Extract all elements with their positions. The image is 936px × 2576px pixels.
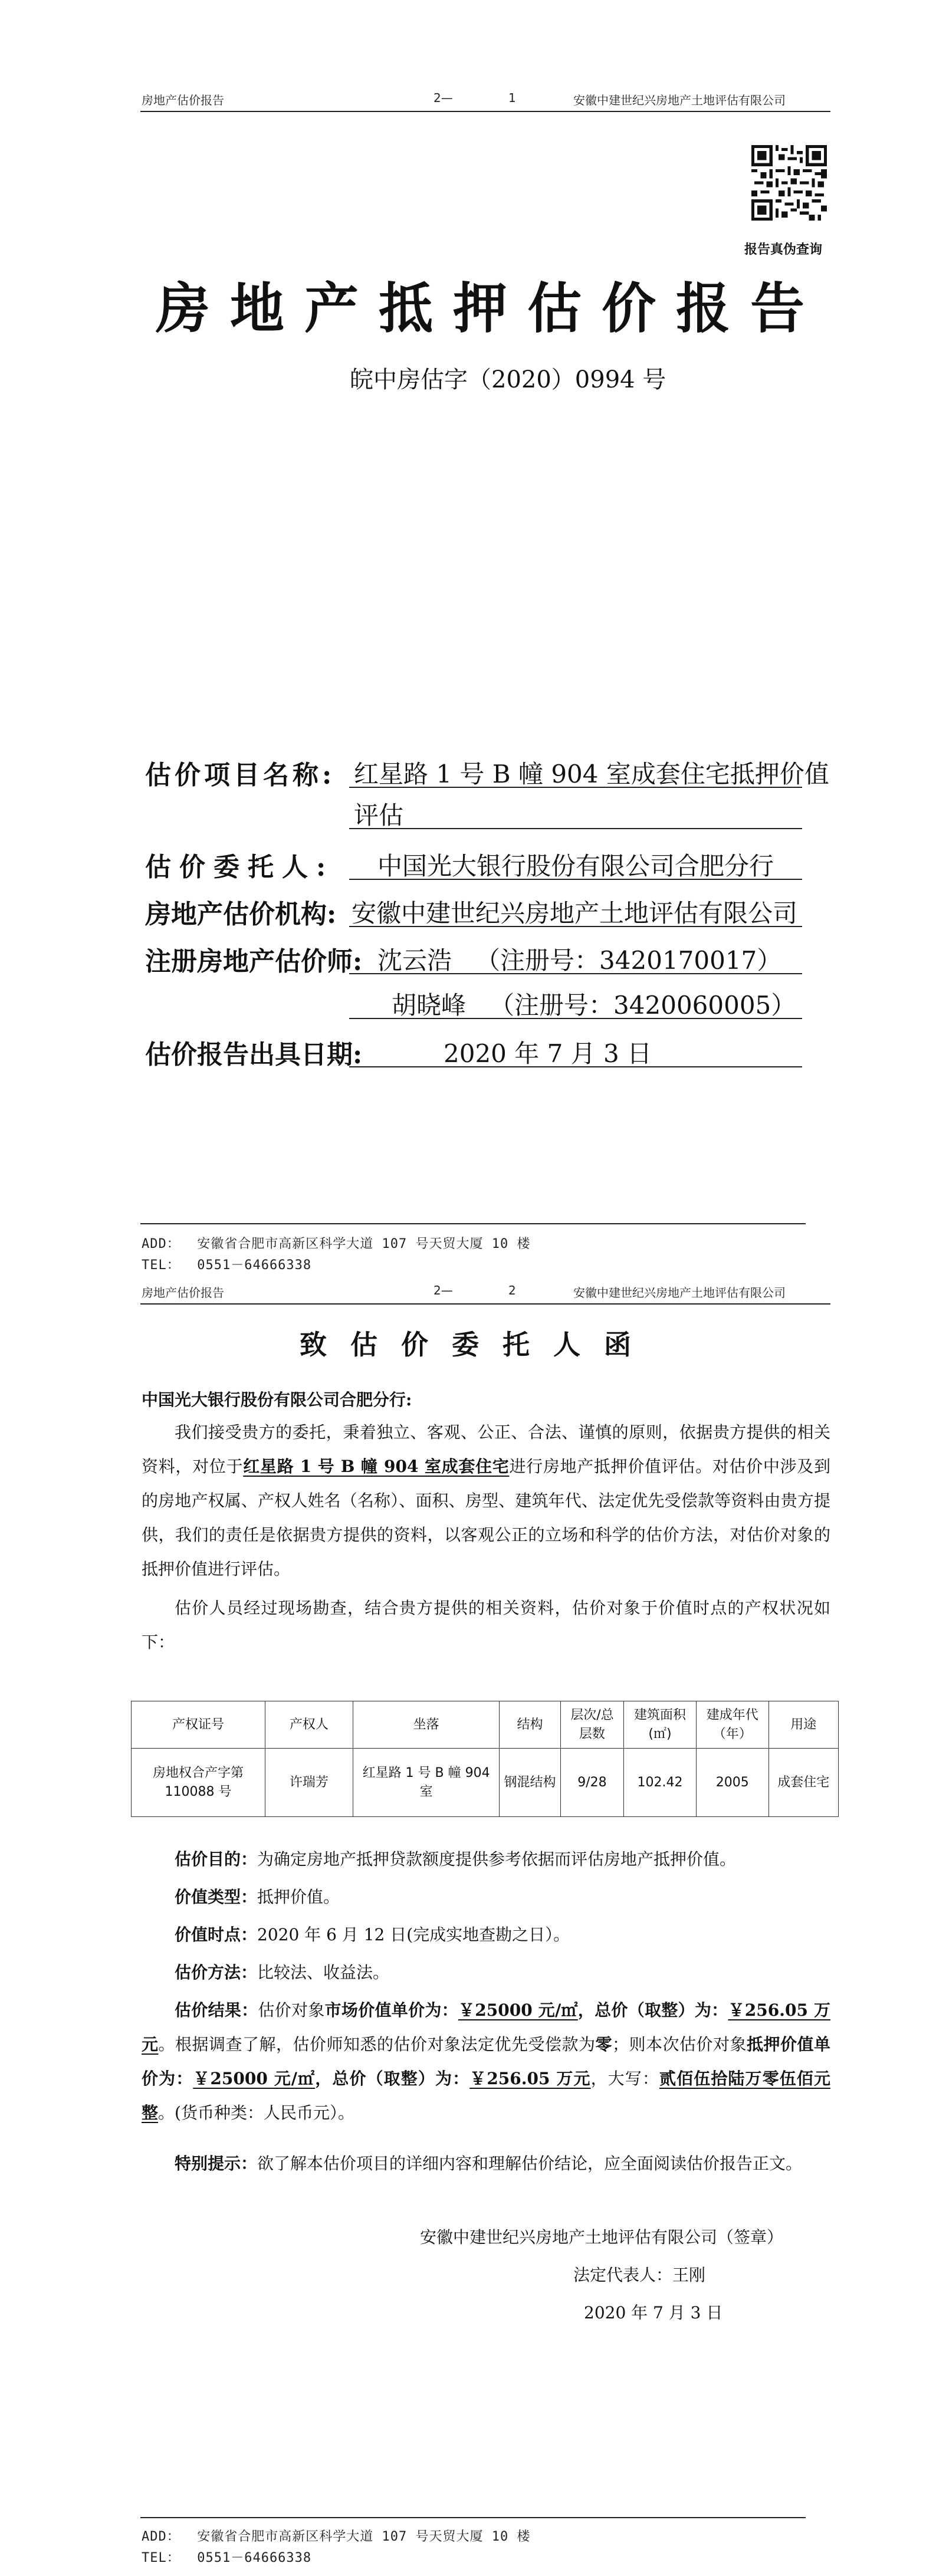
value-type-text: 抵押价值。	[257, 1887, 340, 1907]
document-number: 皖中房估字（2020）0994 号	[350, 366, 666, 393]
market-unit-label: 市场价值单价为：	[324, 2000, 458, 2020]
footer-tel: TEL： 0551－64666338	[142, 2551, 312, 2565]
table-row	[132, 1749, 839, 1817]
table-cell: 红星路 1 号 B 幢 904室	[353, 1749, 500, 1817]
priority-amount: 零	[595, 2035, 612, 2054]
project-name-label: 估价项目名称:	[145, 760, 336, 790]
header-page-number: 1	[508, 91, 516, 105]
footer-rule	[140, 1223, 806, 1224]
table-header: 建筑面积(㎡)	[624, 1701, 697, 1749]
project-underline-1	[349, 787, 802, 788]
purpose-line	[175, 1842, 830, 1877]
qr-code-icon	[751, 145, 827, 221]
report-title: 房地产抵押估价报告	[156, 277, 825, 340]
header-left: 房地产估价报告	[142, 1286, 224, 1300]
appraiser-2-underline	[349, 1018, 802, 1019]
header-right: 安徽中建世纪兴房地产土地评估有限公司	[573, 93, 786, 107]
mortgage-total-price: ￥256.05 万元	[469, 2069, 591, 2088]
para1-text-b: 进行房地产抵押价值评估。对估价中涉及到的房地产权属、产权人姓名（名称）、面积、房型、建筑年代、法定优先受偿款等资料由贵方提供，我们的责任是依据贵方提供的资料，以客观公正的立场和科学的估价方法，对估价对象的抵押价值进行评估。	[142, 1457, 830, 1579]
legal-representative: 法定代表人：王刚	[573, 2265, 706, 2285]
result-text: ，大写：	[590, 2069, 659, 2088]
table-header: 建成年代（年）	[696, 1701, 768, 1749]
result-text: ；则本次估价对象	[612, 2035, 747, 2054]
footer-address: ADD： 安徽省合肥市高新区科学大道 107 号天贸大厦 10 楼	[142, 1237, 531, 1251]
table-cell: 102.42	[624, 1749, 697, 1817]
method-line	[175, 1956, 830, 1990]
table-header: 产权人	[265, 1701, 353, 1749]
footer-address: ADD： 安徽省合肥市高新区科学大道 107 号天贸大厦 10 楼	[142, 2529, 531, 2544]
agency-value: 安徽中建世纪兴房地产土地评估有限公司	[352, 899, 798, 928]
value-time-text: 2020 年 6 月 12 日(完成实地查勘之日）。	[257, 1925, 570, 1944]
table-header: 结构	[500, 1701, 560, 1749]
value-time-line	[175, 1918, 830, 1952]
header-left: 房地产估价报告	[142, 93, 224, 107]
property-table	[131, 1701, 839, 1817]
market-total-price: ￥256.05 万元	[142, 2000, 830, 2054]
appraiser-1: 沈云浩 （注册号：3420170017）	[377, 946, 782, 975]
special-note-label: 特别提示：	[175, 2154, 258, 2173]
header-rule	[140, 111, 830, 112]
result-text: 估价对象	[258, 2000, 325, 2020]
agency-underline	[349, 926, 802, 927]
result-text: 。根据调查了解，估价师知悉的估价对象法定优先受偿款为	[158, 2035, 596, 2054]
market-unit-price: ￥25000 元/㎡	[458, 2000, 578, 2020]
appraiser-2: 胡晓峰 （注册号：3420060005）	[392, 991, 796, 1020]
date-value: 2020 年 7 月 3 日	[444, 1039, 652, 1068]
table-cell: 房地权合产字第110088 号	[132, 1749, 265, 1817]
signature-company: 安徽中建世纪兴房地产土地评估有限公司（签章）	[420, 2227, 784, 2247]
method-text: 比较法、收益法。	[257, 1963, 390, 1982]
date-label: 估价报告出具日期:	[145, 1040, 363, 1070]
appraiser-label: 注册房地产估价师:	[145, 947, 363, 977]
value-type-label: 价值类型：	[175, 1887, 258, 1907]
para1-address: 红星路 1 号 B 幢 904 室成套住宅	[243, 1457, 510, 1476]
footer-tel: TEL： 0551－64666338	[142, 1258, 312, 1273]
table-header-row	[132, 1701, 839, 1749]
table-header: 用途	[768, 1701, 838, 1749]
signature-date: 2020 年 7 月 3 日	[584, 2303, 723, 2322]
qr-caption: 报告真伪查询	[744, 242, 823, 257]
client-value: 中国光大银行股份有限公司合肥分行	[377, 852, 774, 880]
project-name-value: 红星路 1 号 B 幢 904 室成套住宅抵押价值	[354, 760, 829, 788]
agency-label: 房地产估价机构:	[145, 899, 337, 929]
amount-in-words: 贰佰伍拾陆万零伍佰元整	[142, 2069, 830, 2122]
purpose-label: 估价目的：	[175, 1849, 258, 1869]
value-time-label: 价值时点：	[175, 1925, 258, 1944]
header-middle: 2—	[433, 1283, 453, 1297]
table-header: 层次/总层数	[560, 1701, 624, 1749]
purpose-text: 为确定房地产抵押贷款额度提供参考依据而评估房地产抵押价值。	[257, 1849, 737, 1869]
appraiser-1-underline	[349, 973, 802, 974]
project-name-value-cont: 评估	[354, 801, 404, 830]
paragraph-2: 估价人员经过现场勘查，结合贵方提供的相关资料，估价对象于价值时点的产权状况如下：	[142, 1598, 830, 1652]
header-page-number: 2	[508, 1283, 516, 1297]
value-type-line	[175, 1880, 830, 1914]
table-cell: 许瑞芳	[265, 1749, 353, 1817]
market-total-label: ，总价（取整）为：	[577, 2000, 728, 2020]
table-cell: 2005	[696, 1749, 768, 1817]
result-label: 估价结果：	[175, 2000, 258, 2020]
letter-title: 致估价委托人函	[300, 1329, 655, 1361]
date-underline	[349, 1066, 802, 1067]
table-header: 坐落	[353, 1701, 500, 1749]
header-right: 安徽中建世纪兴房地产土地评估有限公司	[573, 1286, 786, 1300]
special-note	[142, 2147, 830, 2181]
para1-text-a: 我们接受贵方的委托，秉着独立、客观、公正、合法、谨慎的原则，依据贵方提供的相关资料，对位于	[142, 1422, 830, 1476]
table-cell: 钢混结构	[500, 1749, 560, 1817]
header-rule	[140, 1303, 830, 1305]
table-header: 产权证号	[132, 1701, 265, 1749]
special-note-text: 欲了解本估价项目的详细内容和理解估价结论，应全面阅读估价报告正文。	[257, 2154, 803, 2173]
mortgage-unit-label: 抵押价值单价为：	[142, 2035, 830, 2088]
project-underline-2	[349, 828, 802, 829]
footer-rule	[140, 2517, 806, 2518]
result-paragraph	[142, 1993, 830, 2130]
mortgage-unit-price: ￥25000 元/㎡	[193, 2069, 316, 2088]
recipient: 中国光大银行股份有限公司合肥分行:	[142, 1390, 412, 1409]
result-text: 。(货币种类：人民币元）。	[158, 2103, 354, 2122]
client-underline	[349, 879, 802, 880]
paragraph-1	[142, 1415, 830, 1586]
mortgage-total-label: ，总价（取整）为：	[315, 2069, 470, 2088]
method-label: 估价方法：	[175, 1963, 258, 1982]
client-label: 估价委托人:	[145, 852, 334, 882]
header-middle: 2—	[433, 91, 453, 105]
table-cell: 成套住宅	[768, 1749, 838, 1817]
table-cell: 9/28	[560, 1749, 624, 1817]
